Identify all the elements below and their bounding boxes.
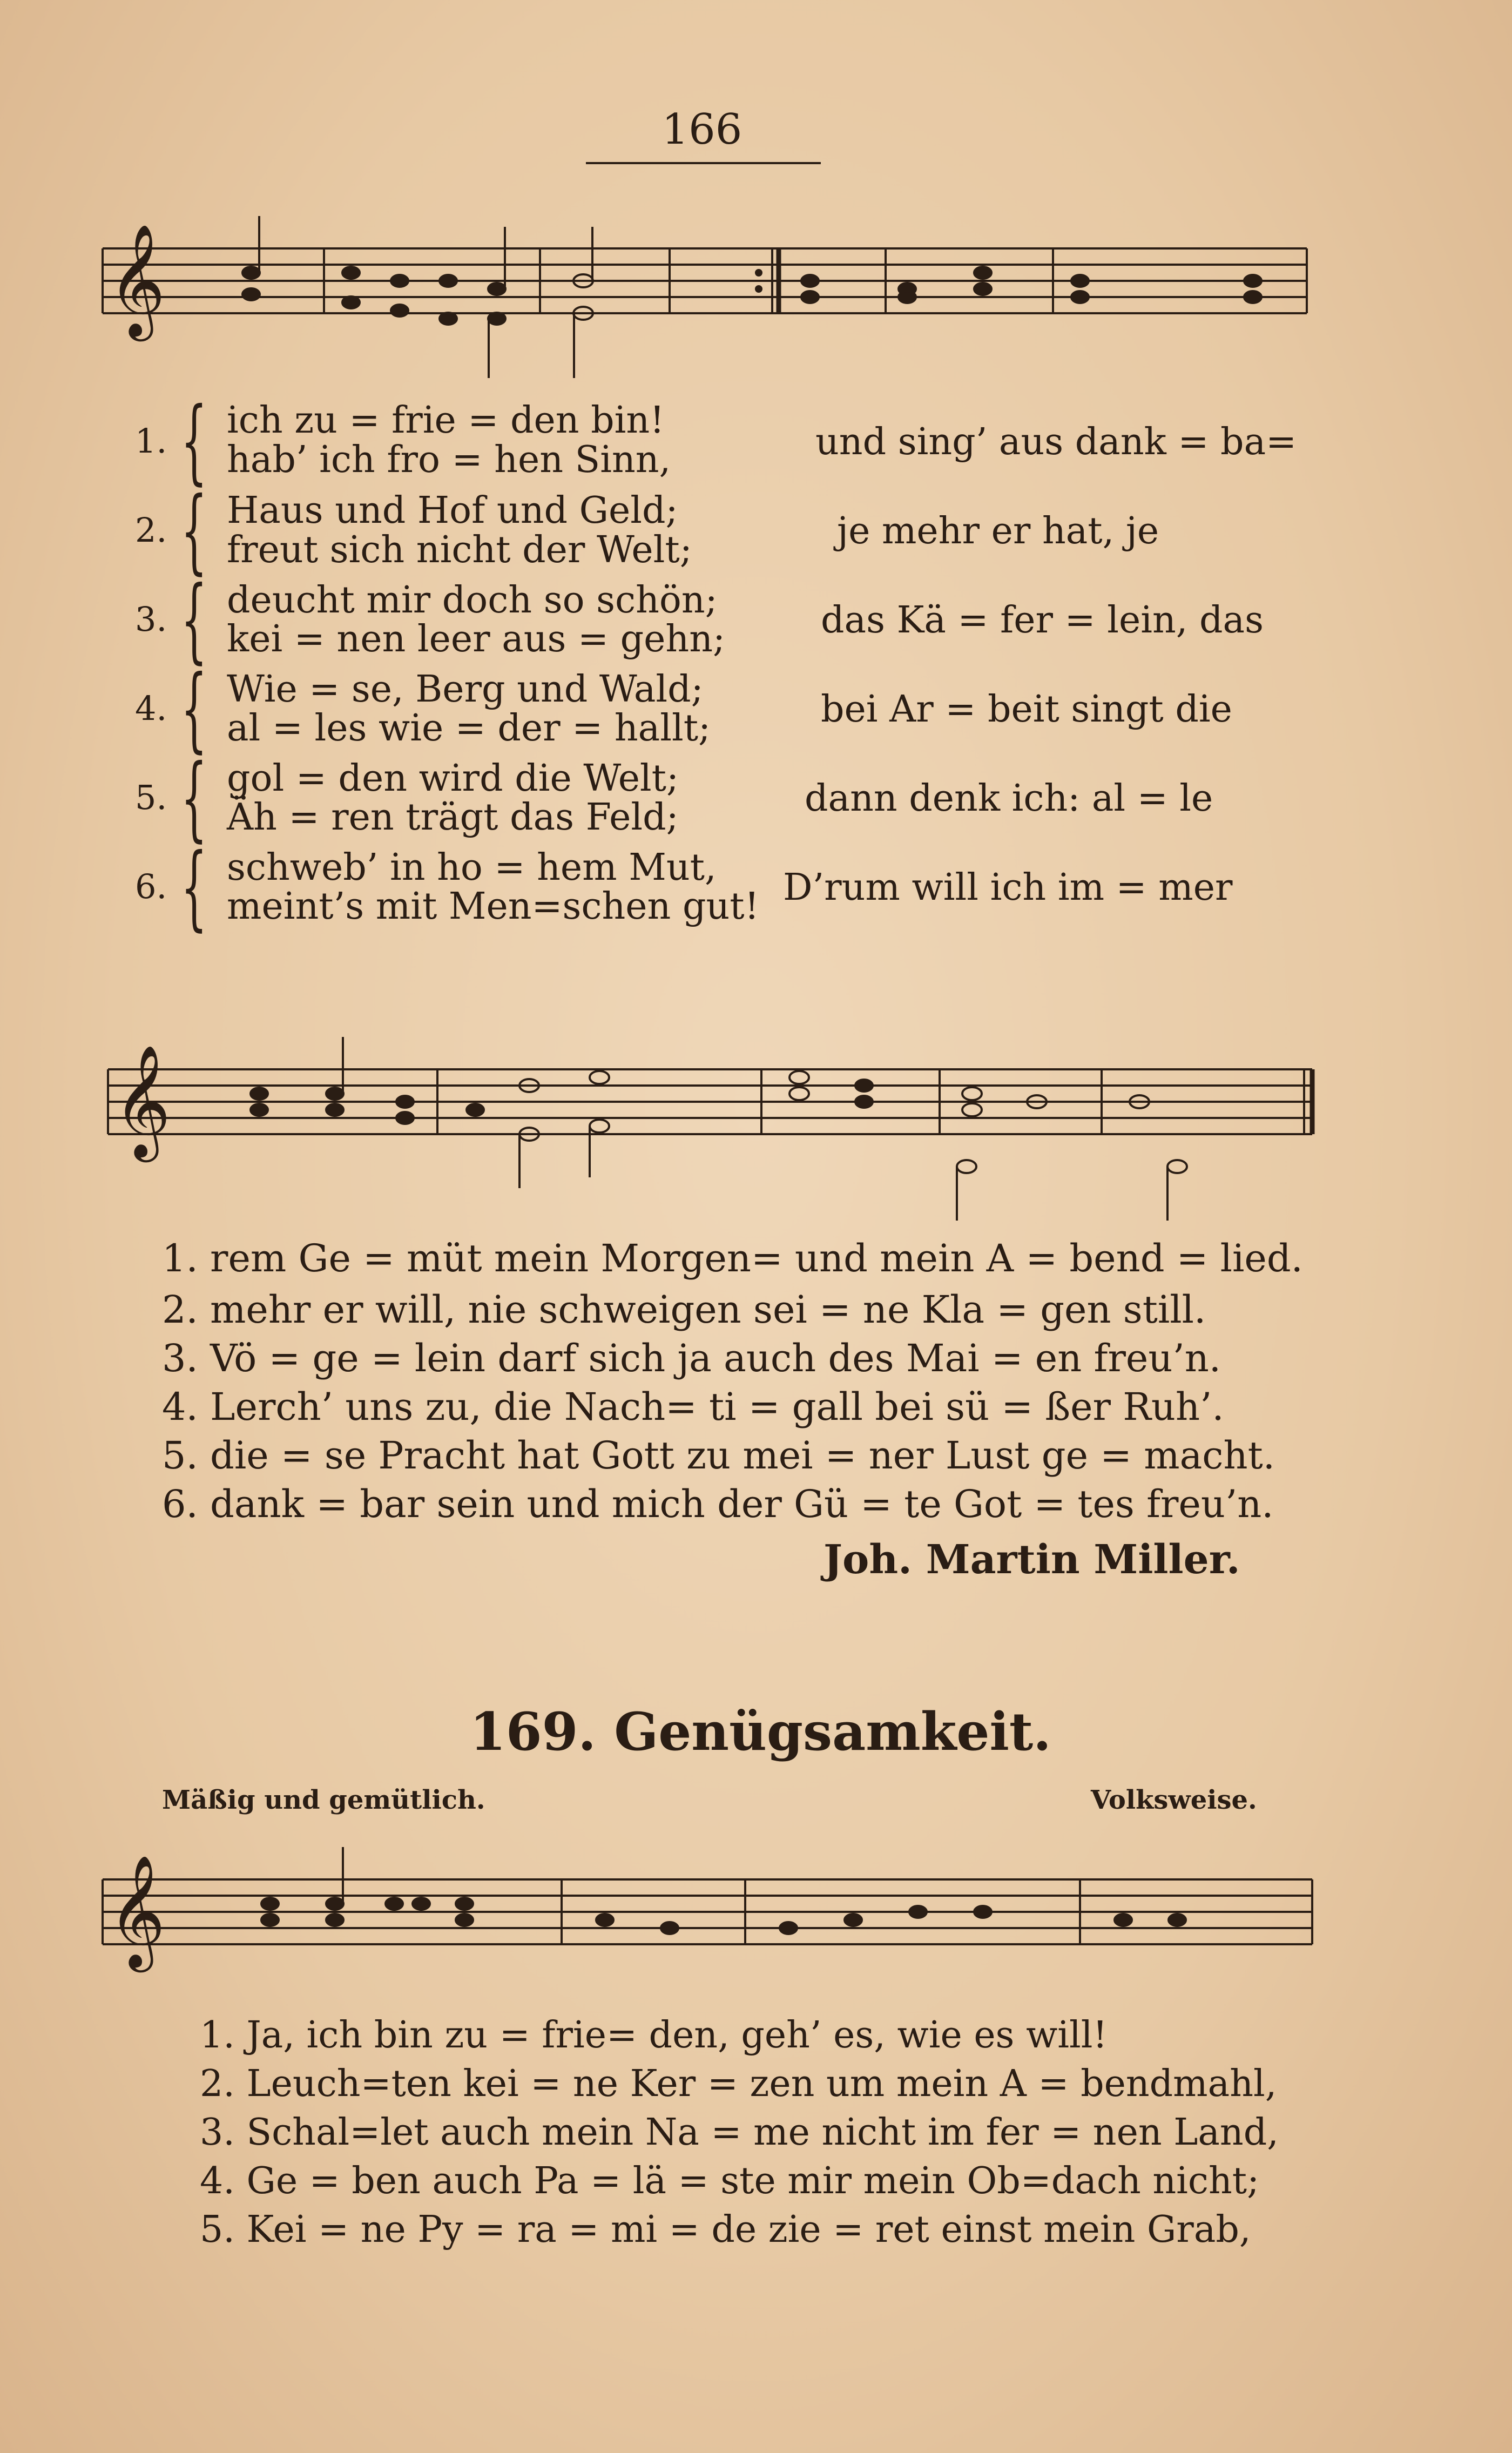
brace-icon: { [181,477,207,584]
music-staff-3 [97,1836,1318,2014]
verse-left-line: Haus und Hof und Geld; [227,489,678,532]
lyric-line: 4. Lerch’ uns zu, die Nach= ti = gall bei sü = ßer Ruh’. [162,1385,1224,1429]
header-rule [586,162,821,164]
verse-number: 5. [135,778,167,817]
hymn-line: 3. Schal=let auch mein Na = me nicht im fer = nen Land, [200,2111,1279,2154]
verse-number: 6. [135,867,167,906]
svg-text:𝄞: 𝄞 [113,1044,171,1157]
verse-right-line: je mehr er hat, je [837,510,1159,552]
lyric-line: 3. Vö = ge = lein darf sich ja auch des Mai = en freu’n. [162,1336,1221,1380]
hymn-line: 4. Ge = ben auch Pa = lä = ste mir mein Ob=dach nicht; [200,2160,1260,2202]
verse-right-line: das Kä = fer = lein, das [821,599,1264,642]
svg-text:𝄞: 𝄞 [108,224,166,336]
verse-left-line: deucht mir doch so schön; [227,579,718,622]
lyric-line: 6. dank = bar sein und mich der Gü = te Got = tes freu’n. [162,1482,1274,1526]
verse-left-line: freut sich nicht der Welt; [227,529,692,571]
brace-icon: { [181,834,207,941]
verse-right-line: bei Ar = beit singt die [821,688,1232,731]
svg-text:𝄞: 𝄞 [108,1855,166,1967]
music-staff-2 [103,1026,1318,1231]
verse-number: 2. [135,510,167,550]
verse-left-line: ich zu = frie = den bin! [227,399,665,442]
verse-right-line: D’rum will ich im = mer [783,866,1233,909]
brace-icon: { [181,388,207,495]
lyric-line: 5. die = se Pracht hat Gott zu mei = ner Lust ge = macht. [162,1433,1275,1478]
page-number: 166 [662,105,742,154]
lyric-line: 2. mehr er will, nie schweigen sei = ne Kla = gen still. [162,1288,1206,1332]
verse-right-line: dann denk ich: al = le [805,777,1213,820]
hymn-title: 169. Genügsamkeit. [470,1701,1051,1762]
brace-icon: { [181,567,207,673]
hymn-line: 1. Ja, ich bin zu = frie= den, geh’ es, wie es will! [200,2014,1108,2057]
verse-left-line: schweb’ in ho = hem Mut, [227,846,717,889]
music-staff-1 [97,205,1312,394]
hymn-line: 5. Kei = ne Py = ra = mi = de zie = ret einst mein Grab, [200,2208,1251,2251]
verse-right-line: und sing’ aus dank = ba= [815,421,1297,463]
hymn-line: 2. Leuch=ten kei = ne Ker = zen um mein A = bendmahl, [200,2063,1277,2105]
brace-icon: { [181,656,207,763]
verse-left-line: al = les wie = der = hallt; [227,707,711,750]
tempo-marking: Mäßig und gemütlich. [162,1785,485,1815]
melody-origin: Volksweise. [1091,1785,1257,1815]
verse-left-line: Äh = ren trägt das Feld; [227,796,679,839]
verse-left-line: meint’s mit Men=schen gut! [227,885,759,928]
verse-left-line: gol = den wird die Welt; [227,757,679,800]
verse-number: 1. [135,421,167,461]
verse-number: 4. [135,689,167,728]
verse-left-line: hab’ ich fro = hen Sinn, [227,439,671,481]
verse-number: 3. [135,599,167,639]
brace-icon: { [181,745,207,852]
lyric-line: 1. rem Ge = müt mein Morgen= und mein A = bend = lied. [162,1236,1303,1281]
verse-left-line: Wie = se, Berg und Wald; [227,668,704,711]
verse-left-line: kei = nen leer aus = gehn; [227,618,725,661]
author-credit: Joh. Martin Miller. [824,1537,1240,1583]
